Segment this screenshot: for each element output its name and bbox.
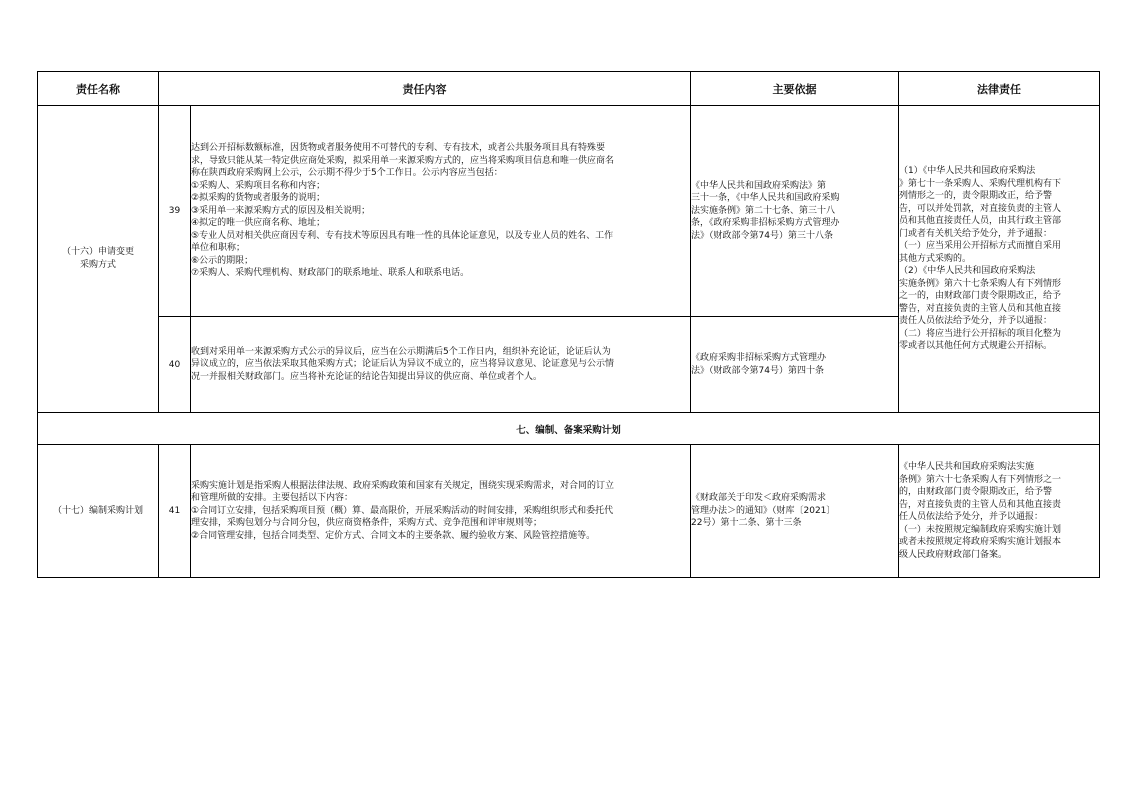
liability-line: 任人员依法给予处分，并予以通报： bbox=[899, 512, 1044, 522]
responsibility-content bbox=[191, 445, 691, 578]
liability-line: 实施条例》第六十七条采购人有下列情形 bbox=[899, 278, 1062, 289]
liability-line: （2）《中华人民共和国政府采购法 bbox=[899, 266, 1036, 277]
legal-basis bbox=[691, 317, 899, 413]
responsibility-content bbox=[191, 106, 691, 317]
responsibility-table bbox=[37, 71, 1100, 578]
liability-line: 员和其他直接责任人员，由其行政主管部 bbox=[899, 216, 1062, 227]
responsibility-name-17: （十七）编制采购计划 bbox=[38, 445, 159, 578]
responsibility-name-16 bbox=[38, 106, 159, 413]
name-line: （十六）申请变更 bbox=[61, 247, 134, 257]
liability-line: （1）《中华人民共和国政府采购法 bbox=[899, 166, 1036, 177]
section-title: 七、编制、备案采购计划 bbox=[38, 413, 1100, 445]
legal-liability-16 bbox=[899, 106, 1100, 413]
liability-line: 责任人员依法给予处分，并予以通报： bbox=[899, 316, 1053, 327]
basis-line: 22号）第十二条、第十三条 bbox=[691, 518, 802, 529]
liability-line: 告，可以并处罚款，对直接负责的主管人 bbox=[899, 203, 1062, 214]
liability-line: 条例》第六十七条采购人有下列情形之一 bbox=[899, 474, 1062, 485]
liability-line: 列情形之一的，责令限期改正，给予警 bbox=[899, 191, 1053, 202]
liability-line: 的，由财政部门责令限期改正，给予警 bbox=[899, 487, 1053, 497]
liability-line: 级人民政府财政部门备案。 bbox=[899, 549, 1008, 560]
basis-line: 条，《政府采购非招标采购方式管理办 bbox=[691, 218, 840, 229]
header-content: 责任内容 bbox=[159, 72, 691, 106]
content-line: 理安排，采购包划分与合同分包，供应商资格条件，采购方式、竞争范围和评审规则等； bbox=[191, 518, 543, 529]
basis-line: 法》（财政部令第74号）第三十八条 bbox=[691, 230, 833, 241]
basis-line: 管理办法＞的通知》（财库〔2021〕 bbox=[691, 505, 836, 516]
content-line: ⑥公示的期限； bbox=[191, 255, 254, 266]
liability-line: 门或者有关机关给予处分，并予通报： bbox=[899, 228, 1053, 239]
liability-line: 《中华人民共和国政府采购法实施 bbox=[899, 462, 1035, 472]
content-line: ⑤专业人员对相关供应商因专利、专有技术等原因具有唯一性的具体论证意见，以及专业人员的姓名、工作 bbox=[191, 230, 614, 241]
liability-line: （一）应当采用公开招标方式而擅自采用 bbox=[899, 241, 1062, 252]
content-line: 单位和职称； bbox=[191, 243, 246, 254]
content-line: 称在陕西政府采购网上公示，公示期不得少于5个工作日。公示内容应当包括： bbox=[191, 168, 503, 179]
liability-line: 零或者以其他任何方式规避公开招标。 bbox=[899, 341, 1053, 352]
content-line: ①采购人、采购项目名称和内容； bbox=[191, 180, 326, 191]
content-line: 收到对采用单一来源采购方式公示的异议后，应当在公示期满后5个工作日内，组织补充论证，论证后认为 bbox=[191, 346, 611, 357]
content-line: 况一并报相关财政部门。应当将补充论证的结论告知提出异议的供应商、单位或者个人。 bbox=[191, 371, 543, 382]
liability-line: 告，对直接负责的主管人员和其他直接责 bbox=[899, 499, 1062, 510]
content-line: 求，导致只能从某一特定供应商处采购，拟采用单一来源采购方式的，应当将采购项目信息和唯一供应商名 bbox=[191, 155, 615, 166]
row-number: 39 bbox=[159, 106, 191, 317]
table-row bbox=[38, 106, 1100, 317]
responsibility-content bbox=[191, 317, 691, 413]
content-line: 异议成立的，应当依法采取其他采购方式；论证后认为异议不成立的，应当将异议意见、论证意见与公示情 bbox=[191, 359, 615, 370]
content-line: ①合同订立安排，包括采购项目预（概）算、最高限价，开展采购活动的时间安排，采购组织形式和委托代 bbox=[191, 505, 614, 516]
content-line: 达到公开招标数额标准，因货物或者服务使用不可替代的专利、专有技术，或者公共服务项目具有特殊要 bbox=[191, 143, 606, 154]
liability-line: 其他方式采购的。 bbox=[899, 253, 972, 264]
basis-line: 《财政部关于印发＜政府采购需求 bbox=[691, 493, 827, 504]
content-line: ⑦采购人、采购代理机构、财政部门的联系地址、联系人和联系电话。 bbox=[191, 268, 470, 279]
content-line: ②拟采购的货物或者服务的说明； bbox=[191, 193, 326, 204]
header-basis: 主要依据 bbox=[691, 72, 899, 106]
liability-line: 》第七十一条采购人、采购代理机构有下 bbox=[899, 178, 1062, 189]
basis-line: 三十一条，《中华人民共和国政府采购 bbox=[691, 193, 840, 204]
table-row bbox=[38, 445, 1100, 578]
legal-basis bbox=[691, 106, 899, 317]
header-liability: 法律责任 bbox=[899, 72, 1100, 106]
section-row bbox=[38, 413, 1100, 445]
liability-line: （二）将应当进行公开招标的项目化整为 bbox=[899, 328, 1062, 339]
liability-line: 或者未按照规定将政府采购实施计划报本 bbox=[899, 537, 1062, 547]
content-line: 采购实施计划是指采购人根据法律法规、政府采购政策和国家有关规定，围绕实现采购需求，对合同的订立 bbox=[191, 480, 615, 491]
row-number: 40 bbox=[159, 317, 191, 413]
name-line: 采购方式 bbox=[79, 260, 116, 270]
liability-line: 警告，对直接负责的主管人员和其他直接 bbox=[899, 303, 1062, 314]
content-line: 和管理所做的安排。主要包括以下内容： bbox=[191, 493, 354, 504]
liability-line: （一）未按照规定编制政府采购实施计划 bbox=[899, 524, 1062, 535]
legal-liability-17 bbox=[899, 445, 1100, 578]
row-number: 41 bbox=[159, 445, 191, 578]
content-line: ③采用单一来源采购方式的原因及相关说明； bbox=[191, 205, 371, 216]
header-name: 责任名称 bbox=[38, 72, 159, 106]
basis-line: 《政府采购非招标采购方式管理办 bbox=[691, 353, 827, 363]
liability-line: 之一的，由财政部门责令限期改正，给予 bbox=[899, 291, 1062, 302]
legal-basis bbox=[691, 445, 899, 578]
content-line: ④拟定的唯一供应商名称、地址； bbox=[191, 218, 326, 229]
basis-line: 法》（财政部令第74号）第四十条 bbox=[691, 365, 824, 376]
header-row bbox=[38, 72, 1100, 106]
content-line: ②合同管理安排，包括合同类型、定价方式、合同文本的主要条款、履约验收方案、风险管控措施等。 bbox=[191, 530, 596, 541]
basis-line: 法实施条例》第二十七条、第三十八 bbox=[691, 205, 836, 216]
basis-line: 《中华人民共和国政府采购法》第 bbox=[691, 180, 827, 191]
